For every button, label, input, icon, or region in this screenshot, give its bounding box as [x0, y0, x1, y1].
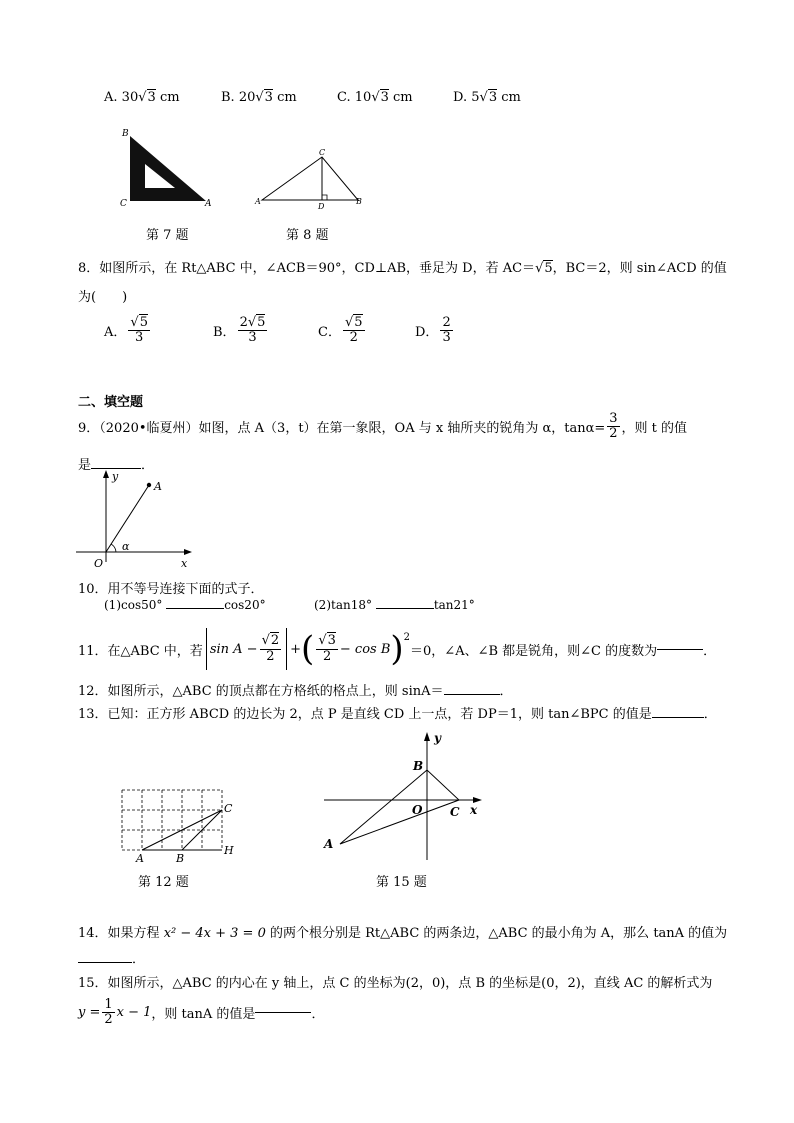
- q15-line2: y = $\frac{1}{2}$ x − 1 ，则 tanA 的值是 ．: [78, 997, 325, 1028]
- figure-12: [118, 784, 242, 866]
- q10-part1: (1)cos50° cos20°: [104, 598, 266, 612]
- q15-answer-blank[interactable]: [255, 1012, 311, 1013]
- q11: 11．在△ABC 中，若 sin A − $\frac{√2}{2}$ + ( $\frac{√3}{2}$ − cos B ) $^2$ ＝0，∠A、∠B 都是锐角，则∠C 的度数为 ．: [78, 629, 717, 669]
- fig8-label-b: B: [356, 197, 362, 206]
- fig12-label-b: B: [176, 852, 185, 865]
- fig9-y-arrow: [103, 470, 109, 478]
- fig15-label-a: A: [324, 837, 334, 851]
- q9-line2: 是 ．: [78, 458, 155, 473]
- q10-blank-1[interactable]: [166, 608, 224, 609]
- fig12-label-a: A: [136, 852, 144, 865]
- figure-15: [322, 728, 490, 862]
- fig15-triangle: [340, 770, 459, 844]
- fig9-x-arrow: [184, 549, 192, 555]
- q7-option-b: B. 20√3 cm: [221, 90, 297, 105]
- figure-8: [252, 144, 368, 210]
- q8-option-d: D． $\frac{2}{3}$: [415, 315, 451, 346]
- q7-option-c: C. 10√3 cm: [337, 90, 413, 105]
- fig9-point-a: [147, 483, 151, 487]
- fig8-label-a: A: [255, 197, 261, 206]
- fig15-label-y: y: [434, 731, 441, 745]
- q10-part2: (2)tan18° tan21°: [314, 598, 475, 612]
- fig12-label-c: C: [224, 802, 233, 815]
- q13: 13．已知：正方形 ABCD 的边长为 2，点 P 是直线 CD 上一点，若 DP＝1，则 tan∠BPC 的值是 ．: [78, 707, 717, 722]
- fig15-y-arrow: [424, 732, 430, 741]
- q8-option-b: B． $\frac{2√5}{3}$: [213, 315, 266, 346]
- fig9-angle-arc: [111, 544, 116, 552]
- fig9-label-x: x: [181, 557, 188, 570]
- figure-9: [74, 466, 200, 570]
- q7-option-a: A. 30√3 cm: [104, 90, 180, 105]
- q9-line1: 9．（2020•临夏州）如图，点 A（3，t）在第一象限，OA 与 x 轴所夹的锐角为 α，tanα= $\frac{3}{2}$ ，则 t 的值: [78, 411, 688, 442]
- fig9-label-a: A: [154, 480, 162, 493]
- fig7-label-b: B: [122, 129, 129, 139]
- set-square-shape: [130, 136, 206, 201]
- fig8-label-c: C: [319, 148, 326, 157]
- q8-line2: 为( ): [78, 290, 128, 305]
- q12: 12．如图所示，△ABC 的顶点都在方格纸的格点上，则 sinA＝ ．: [78, 684, 513, 699]
- fig9-label-alpha: α: [122, 540, 130, 553]
- fig9-label-y: y: [112, 470, 119, 483]
- fig9-label-o: O: [94, 557, 104, 570]
- fig7-label-a: A: [205, 199, 212, 209]
- q14-line1: 14．如果方程 x² − 4x + 3 = 0 的两个根分别是 Rt△ABC 的两条边，△ABC 的最小角为 A，那么 tanA 的值为: [78, 926, 728, 941]
- q14-line2: ．: [78, 948, 145, 967]
- fig15-label-x: x: [470, 803, 478, 817]
- q13-answer-blank[interactable]: [652, 717, 704, 718]
- fig12-caption: 第 12 题: [138, 875, 189, 890]
- q11-squared-term: ( $\frac{√3}{2}$ − cos B ) $^2$: [301, 629, 411, 669]
- fig7-caption: 第 7 题: [146, 228, 189, 243]
- fig12-label-h: H: [224, 844, 234, 857]
- fig15-label-c: C: [450, 805, 460, 819]
- fig8-caption: 第 8 题: [286, 228, 329, 243]
- q8-line1: 8．如图所示，在 Rt△ABC 中，∠ACB＝90°，CD⊥AB，垂足为 D，若 AC＝√5，BC＝2，则 sin∠ACD 的值: [78, 261, 727, 276]
- fig12-grid: [122, 790, 222, 850]
- section-2-title: 二、填空题: [78, 395, 144, 410]
- q11-abs-value: sin A − $\frac{√2}{2}$: [206, 628, 287, 670]
- q8-option-a: A． $\frac{√5}{3}$: [104, 315, 148, 346]
- q15-line1: 15．如图所示，△ABC 的内心在 y 轴上，点 C 的坐标为(2，0)，点 B 的坐标是(0，2)，直线 AC 的解析式为: [78, 976, 713, 991]
- q10-stem: 10．用不等号连接下面的式子．: [78, 582, 264, 597]
- fig15-label-o: O: [412, 803, 423, 817]
- q14-answer-blank[interactable]: [78, 962, 132, 963]
- q8-option-c: C． $\frac{√5}{2}$: [318, 315, 363, 346]
- fig7-label-c: C: [120, 199, 127, 209]
- fig15-label-b: B: [413, 759, 424, 773]
- q7-option-d: D. 5√3 cm: [453, 90, 521, 105]
- fig15-caption: 第 15 题: [376, 875, 427, 890]
- fig8-label-d: D: [318, 202, 325, 210]
- q11-answer-blank[interactable]: [657, 649, 703, 650]
- q10-blank-2[interactable]: [376, 608, 434, 609]
- right-angle-mark: [322, 195, 327, 200]
- figure-7: [118, 126, 218, 210]
- q12-answer-blank[interactable]: [444, 694, 500, 695]
